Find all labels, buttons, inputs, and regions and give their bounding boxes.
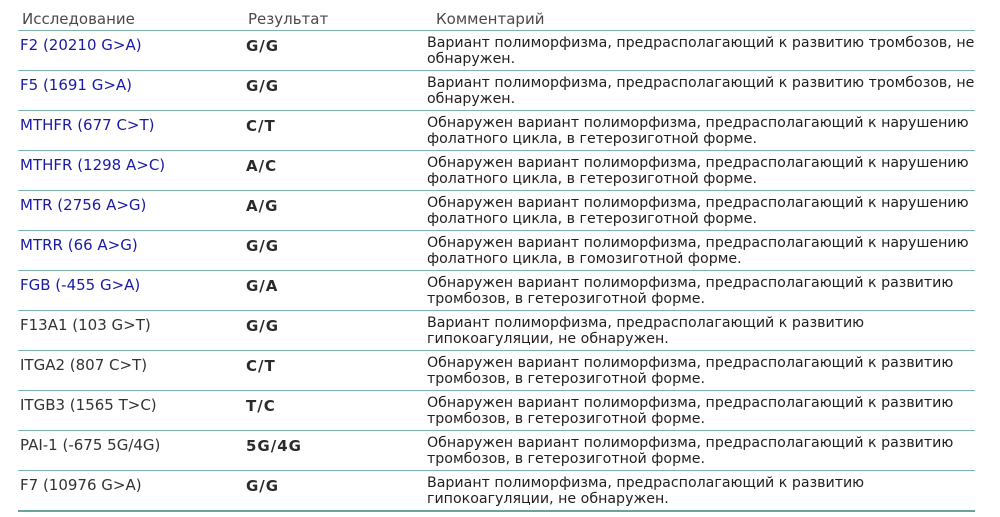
table-row bbox=[18, 271, 975, 311]
genotype-result: T/C bbox=[246, 397, 276, 415]
header-comment: Комментарий bbox=[436, 10, 545, 28]
study-name: MTHFR (1298 A>C) bbox=[20, 156, 166, 174]
result-comment: Вариант полиморфизма, предрасполагающий к развитию тромбозов, не обнаружен. bbox=[427, 75, 975, 107]
genotype-result: C/T bbox=[246, 357, 276, 375]
table-row bbox=[18, 111, 975, 151]
table-row bbox=[18, 391, 975, 431]
result-comment: Обнаружен вариант полиморфизма, предрасполагающий к развитию тромбозов, в гетерозиготной форме. bbox=[427, 355, 954, 387]
study-name: F13A1 (103 G>T) bbox=[20, 316, 151, 334]
header-result: Результат bbox=[248, 10, 329, 28]
study-name: F7 (10976 G>A) bbox=[20, 476, 142, 494]
result-comment: Обнаружен вариант полиморфизма, предрасполагающий к нарушению фолатного цикла, в гомозиготной форме. bbox=[427, 235, 969, 267]
genotype-result: 5G/4G bbox=[246, 437, 302, 455]
result-comment: Обнаружен вариант полиморфизма, предрасполагающий к развитию тромбозов, в гетерозиготной форме. bbox=[427, 395, 954, 427]
study-name: F5 (1691 G>A) bbox=[20, 76, 133, 94]
result-comment: Обнаружен вариант полиморфизма, предрасполагающий к развитию тромбозов, в гетерозиготной форме. bbox=[427, 435, 954, 467]
study-name: MTR (2756 A>G) bbox=[20, 196, 147, 214]
table-row bbox=[18, 311, 975, 351]
genotype-result: A/G bbox=[246, 197, 279, 215]
genotype-result: G/G bbox=[246, 237, 280, 255]
genotype-result: G/G bbox=[246, 317, 280, 335]
genotype-result: G/G bbox=[246, 477, 280, 495]
result-comment: Вариант полиморфизма, предрасполагающий к развитию тромбозов, не обнаружен. bbox=[427, 35, 975, 67]
result-comment: Обнаружен вариант полиморфизма, предрасполагающий к нарушению фолатного цикла, в гетерозиготной форме. bbox=[427, 155, 969, 187]
result-comment: Обнаружен вариант полиморфизма, предрасполагающий к нарушению фолатного цикла, в гетерозиготной форме. bbox=[427, 195, 969, 227]
table-row bbox=[18, 351, 975, 391]
study-name: PAI-1 (-675 5G/4G) bbox=[20, 436, 161, 454]
study-name: ITGA2 (807 C>T) bbox=[20, 356, 148, 374]
table-row bbox=[18, 191, 975, 231]
table-body bbox=[18, 31, 975, 512]
study-name: FGB (-455 G>A) bbox=[20, 276, 141, 294]
table-row bbox=[18, 471, 975, 512]
genotype-result: C/T bbox=[246, 117, 276, 135]
table-row bbox=[18, 151, 975, 191]
genotype-result: G/G bbox=[246, 77, 280, 95]
header-study: Исследование bbox=[22, 10, 135, 28]
genotype-result: A/C bbox=[246, 157, 278, 175]
table-header bbox=[18, 0, 975, 31]
results-table bbox=[18, 0, 975, 512]
study-name: MTRR (66 A>G) bbox=[20, 236, 138, 254]
table-row bbox=[18, 431, 975, 471]
genotype-result: G/G bbox=[246, 37, 280, 55]
result-comment: Вариант полиморфизма, предрасполагающий к развитию гипокоагуляции, не обнаружен. bbox=[427, 475, 865, 507]
genotype-result: G/A bbox=[246, 277, 279, 295]
result-comment: Вариант полиморфизма, предрасполагающий к развитию гипокоагуляции, не обнаружен. bbox=[427, 315, 865, 347]
table-row bbox=[18, 71, 975, 111]
table-row bbox=[18, 231, 975, 271]
result-comment: Обнаружен вариант полиморфизма, предрасполагающий к развитию тромбозов, в гетерозиготной форме. bbox=[427, 275, 954, 307]
study-name: F2 (20210 G>A) bbox=[20, 36, 142, 54]
result-comment: Обнаружен вариант полиморфизма, предрасполагающий к нарушению фолатного цикла, в гетерозиготной форме. bbox=[427, 115, 969, 147]
table-row bbox=[18, 31, 975, 71]
study-name: MTHFR (677 C>T) bbox=[20, 116, 155, 134]
study-name: ITGB3 (1565 T>C) bbox=[20, 396, 157, 414]
